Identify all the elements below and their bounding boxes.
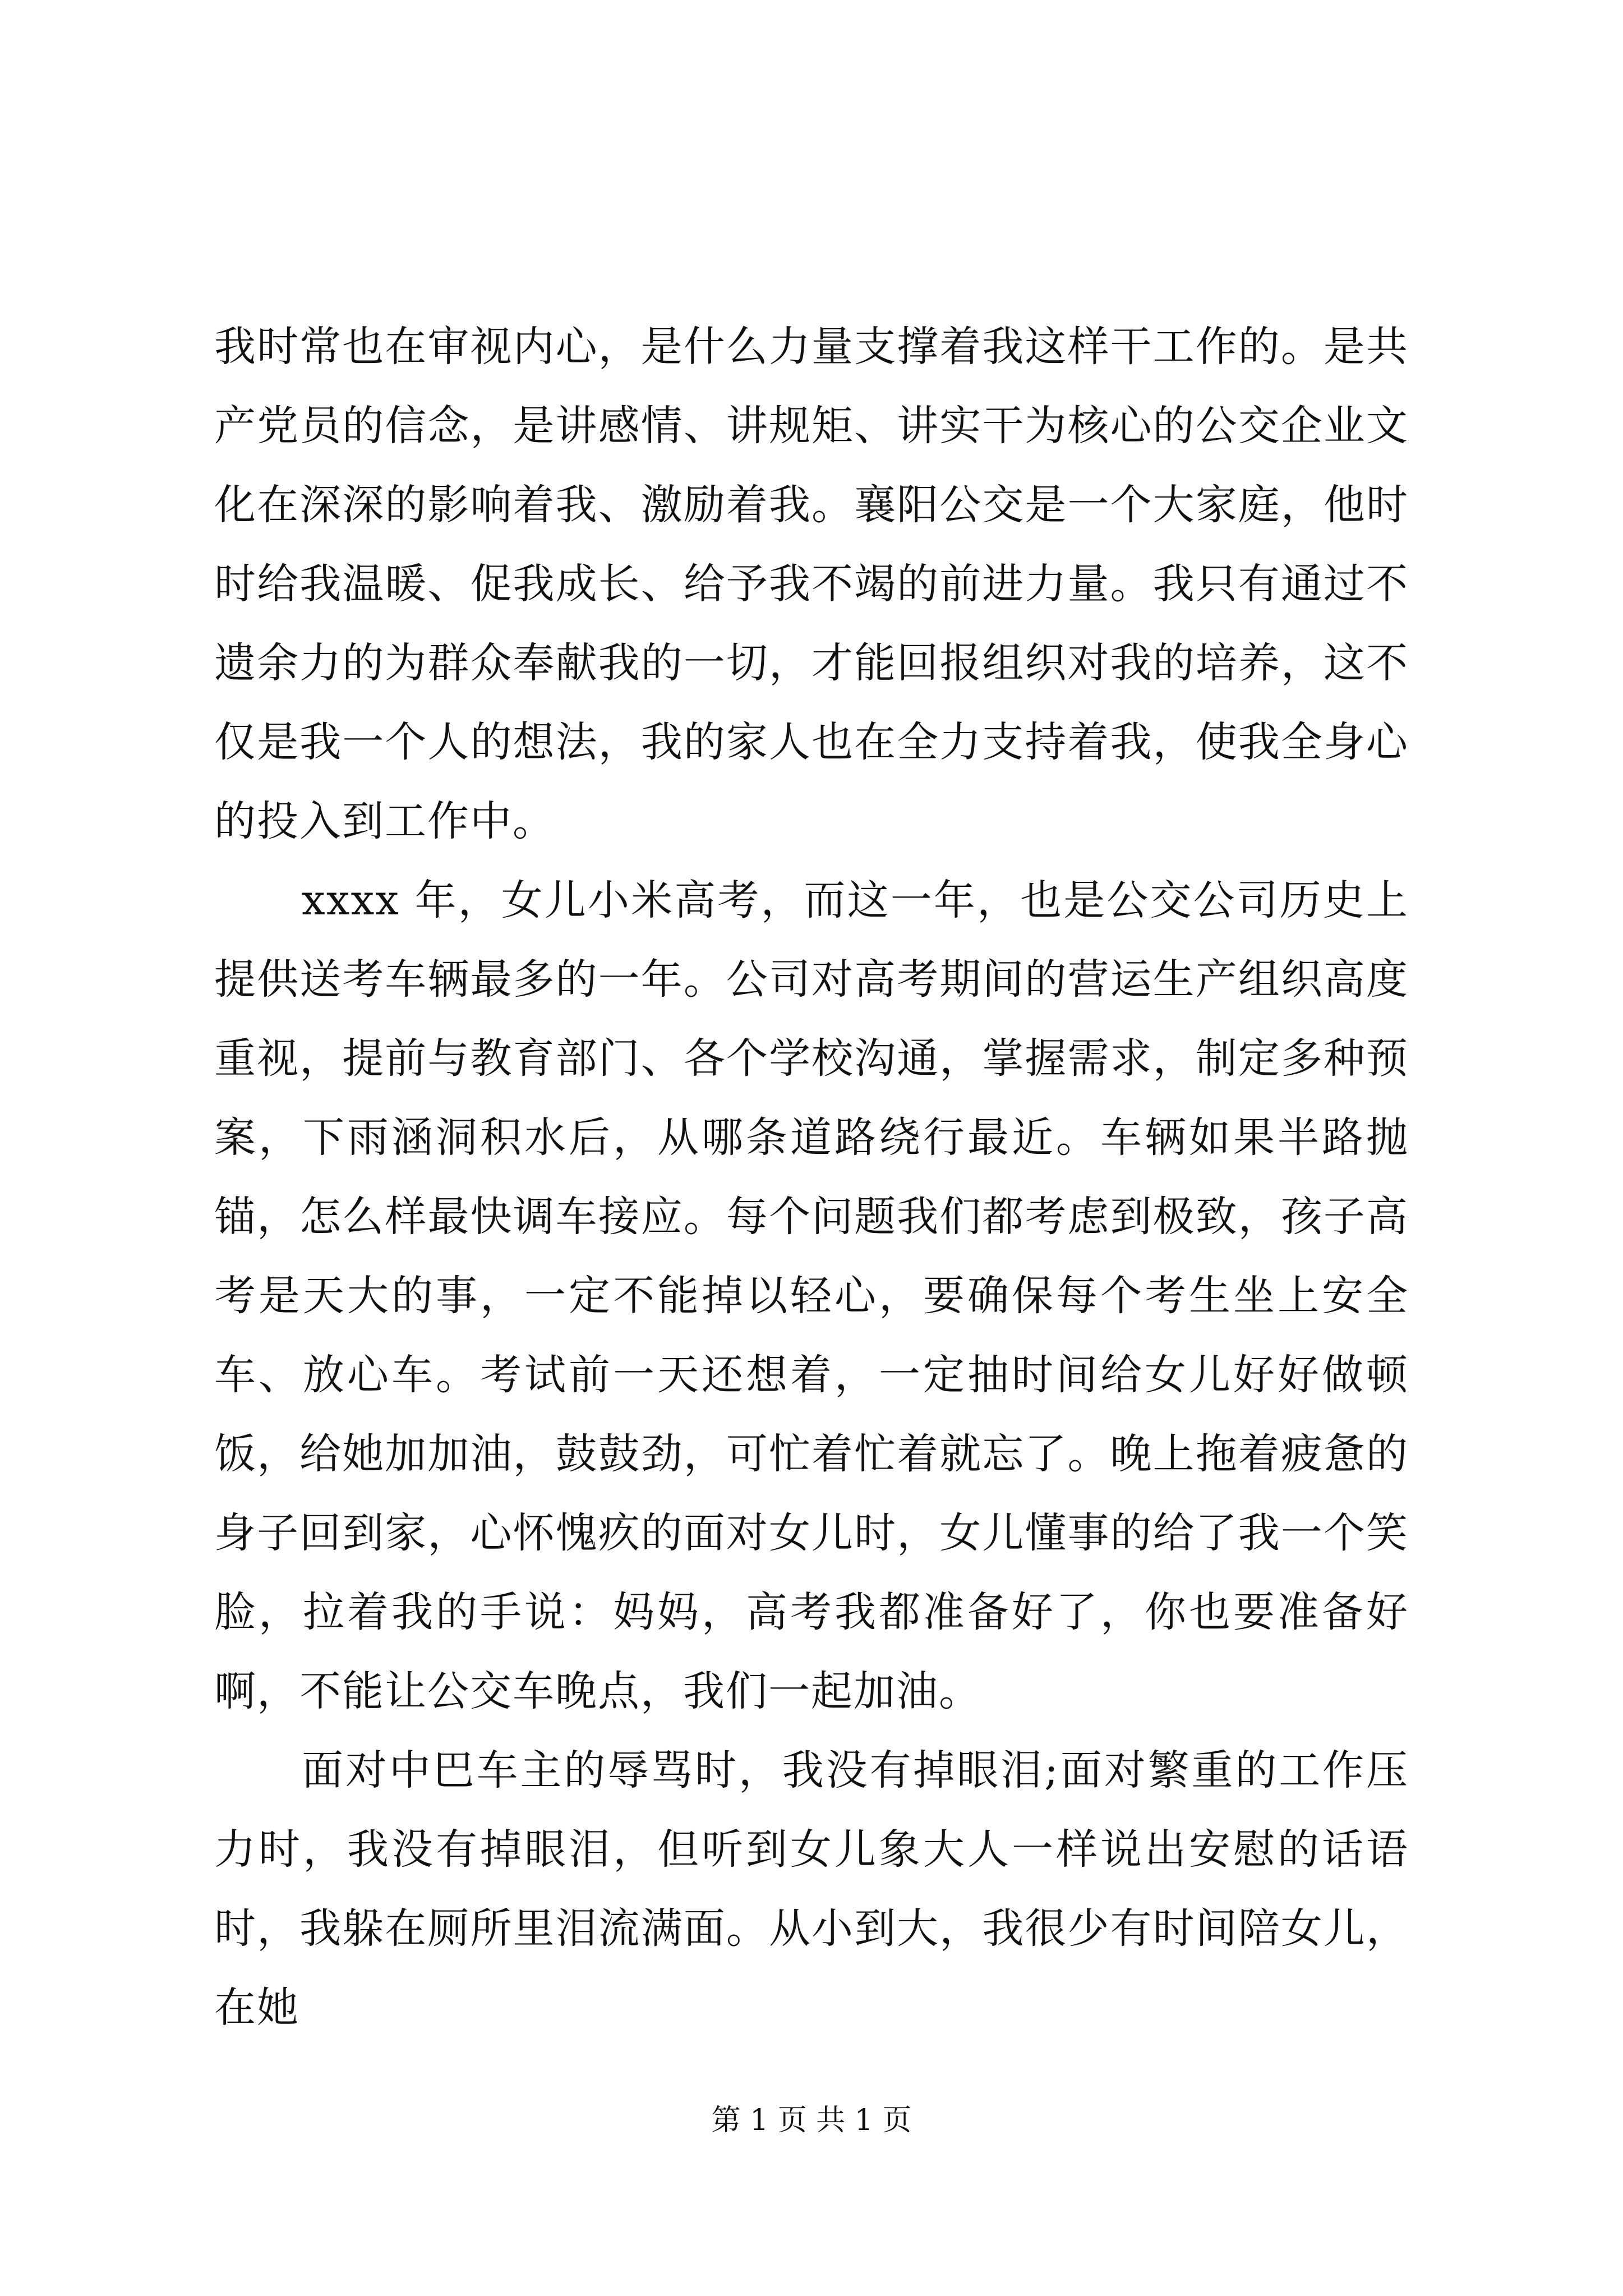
paragraph-2: xxxx 年，女儿小米高考，而这一年，也是公交公司历史上提供送考车辆最多的一年。公司对高考期间的营运生产组织高度重视，提前与教育部门、各个学校沟通，掌握需求，制定多种预案，下雨涵洞积水后，从哪条道路绕行最近。车辆如果半路抛锚，怎么样最快调车接应。每个问题我们都考虑到极致，孩子高考是天大的事，一定不能掉以轻心，要确保每个考生坐上安全车、放心车。考试前一天还想着，一定抽时间给女儿好好做顿饭，给她加加油，鼓鼓劲，可忙着忙着就忘了。晚上拖着疲惫的身子回到家，心怀愧疚的面对女儿时，女儿懂事的给了我一个笑脸，拉着我的手说：妈妈，高考我都准备好了，你也要准备好啊，不能让公交车晚点，我们一起加油。 xyxy=(214,876,1409,1715)
paragraph-1: 我时常也在审视内心，是什么力量支撑着我这样干工作的。是共产党员的信念，是讲感情、讲规矩、讲实干为核心的公交企业文化在深深的影响着我、激励着我。襄阳公交是一个大家庭，他时时给我温暖、促我成长、给予我不竭的前进力量。我只有通过不遗余力的为群众奉献我的一切，才能回报组织对我的培养，这不仅是我一个人的想法，我的家人也在全力支持着我，使我全身心的投入到工作中。 xyxy=(214,323,1409,845)
paragraph-3: 面对中巴车主的辱骂时，我没有掉眼泪;面对繁重的工作压力时，我没有掉眼泪，但听到女儿象大人一样说出安慰的话语时，我躲在厕所里泪流满面。从小到大，我很少有时间陪女儿，在她 xyxy=(214,1746,1409,2032)
document-body xyxy=(214,307,1409,2047)
page-number-footer: 第 1 页 共 1 页 xyxy=(711,2104,912,2137)
